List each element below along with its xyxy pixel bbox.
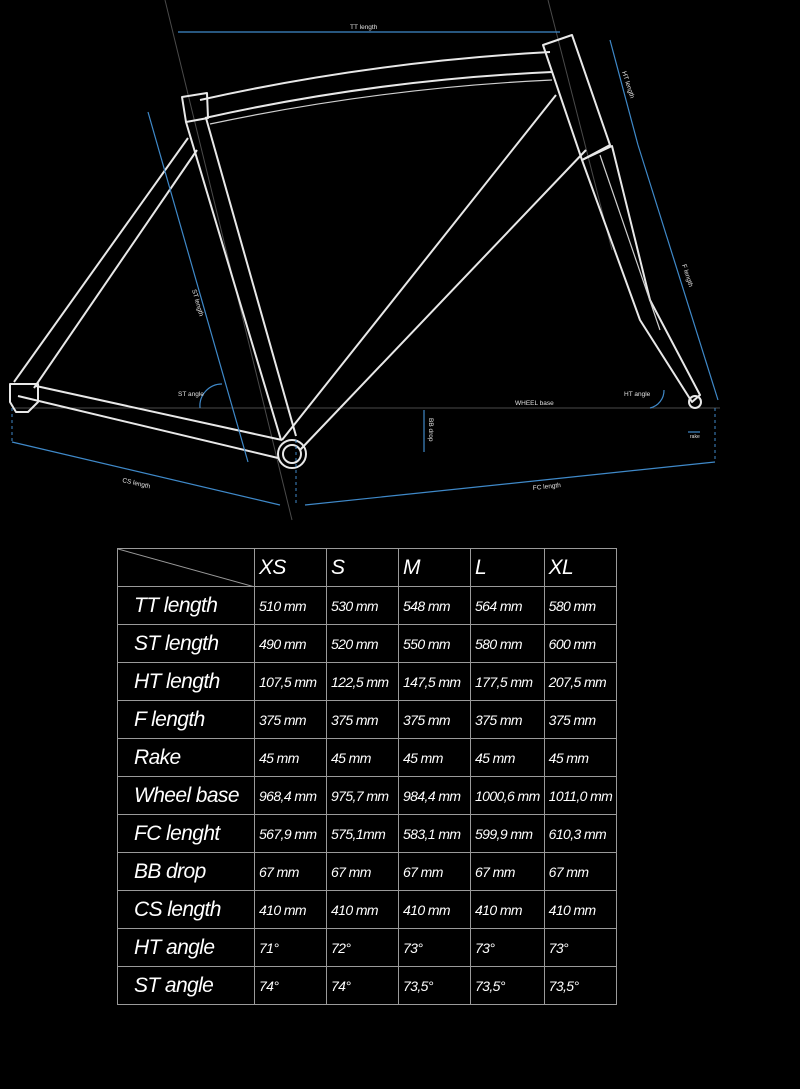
table-cell: 410 mm bbox=[399, 891, 471, 929]
table-cell: 67 mm bbox=[544, 853, 617, 891]
row-label: HT angle bbox=[118, 929, 255, 967]
geometry-table bbox=[117, 548, 617, 1005]
table-cell: 45 mm bbox=[399, 739, 471, 777]
bike-frame bbox=[10, 35, 701, 468]
table-cell: 975,7 mm bbox=[327, 777, 399, 815]
table-cell: 73,5° bbox=[544, 967, 617, 1005]
table-cell: 375 mm bbox=[471, 701, 545, 739]
table-row bbox=[118, 777, 617, 815]
table-cell: 67 mm bbox=[327, 853, 399, 891]
size-header-m: M bbox=[399, 549, 471, 587]
table-row bbox=[118, 663, 617, 701]
geometry-table-container bbox=[117, 548, 617, 1005]
table-cell: 550 mm bbox=[399, 625, 471, 663]
fc-length-label: FC length bbox=[532, 482, 562, 492]
table-cell: 410 mm bbox=[544, 891, 617, 929]
table-row bbox=[118, 853, 617, 891]
bb-drop-label: BB drop bbox=[427, 418, 434, 442]
table-cell: 73,5° bbox=[471, 967, 545, 1005]
table-cell: 490 mm bbox=[255, 625, 327, 663]
table-cell: 968,4 mm bbox=[255, 777, 327, 815]
wheel-base-label: WHEEL base bbox=[515, 400, 554, 407]
table-cell: 410 mm bbox=[255, 891, 327, 929]
row-label: Rake bbox=[118, 739, 255, 777]
table-cell: 567,9 mm bbox=[255, 815, 327, 853]
table-cell: 375 mm bbox=[544, 701, 617, 739]
table-cell: 122,5 mm bbox=[327, 663, 399, 701]
table-cell: 564 mm bbox=[471, 587, 545, 625]
row-label: F length bbox=[118, 701, 255, 739]
row-label: Wheel base bbox=[118, 777, 255, 815]
table-cell: 575,1mm bbox=[327, 815, 399, 853]
dimension-lines bbox=[12, 32, 718, 505]
table-cell: 520 mm bbox=[327, 625, 399, 663]
table-cell: 73° bbox=[544, 929, 617, 967]
table-cell: 599,9 mm bbox=[471, 815, 545, 853]
table-cell: 177,5 mm bbox=[471, 663, 545, 701]
table-cell: 375 mm bbox=[327, 701, 399, 739]
table-cell: 610,3 mm bbox=[544, 815, 617, 853]
row-label: HT length bbox=[118, 663, 255, 701]
table-cell: 73,5° bbox=[399, 967, 471, 1005]
size-header-xl: XL bbox=[544, 549, 617, 587]
table-cell: 410 mm bbox=[327, 891, 399, 929]
table-cell: 45 mm bbox=[255, 739, 327, 777]
size-header-s: S bbox=[327, 549, 399, 587]
table-cell: 74° bbox=[255, 967, 327, 1005]
table-cell: 72° bbox=[327, 929, 399, 967]
st-angle-label: ST angle bbox=[178, 391, 204, 398]
ht-angle-label: HT angle bbox=[624, 391, 651, 398]
table-cell: 580 mm bbox=[471, 625, 545, 663]
size-header-l: L bbox=[471, 549, 545, 587]
size-header-row bbox=[118, 549, 617, 587]
table-row bbox=[118, 967, 617, 1005]
table-cell: 1000,6 mm bbox=[471, 777, 545, 815]
table-cell: 600 mm bbox=[544, 625, 617, 663]
rake-label: rake bbox=[690, 434, 700, 440]
table-cell: 73° bbox=[471, 929, 545, 967]
table-cell: 67 mm bbox=[399, 853, 471, 891]
table-cell: 45 mm bbox=[471, 739, 545, 777]
table-cell: 74° bbox=[327, 967, 399, 1005]
seat-tube-axis-line bbox=[165, 0, 292, 520]
f-length-label: F length bbox=[680, 263, 695, 288]
st-length-label: ST length bbox=[190, 288, 205, 318]
table-row bbox=[118, 815, 617, 853]
table-row bbox=[118, 701, 617, 739]
table-cell: 580 mm bbox=[544, 587, 617, 625]
table-cell: 583,1 mm bbox=[399, 815, 471, 853]
table-cell: 107,5 mm bbox=[255, 663, 327, 701]
table-cell: 67 mm bbox=[255, 853, 327, 891]
row-label: TT length bbox=[118, 587, 255, 625]
table-row bbox=[118, 929, 617, 967]
row-label: FC lenght bbox=[118, 815, 255, 853]
table-cell: 375 mm bbox=[399, 701, 471, 739]
size-header-xs: XS bbox=[255, 549, 327, 587]
corner-cell bbox=[118, 549, 255, 587]
row-label: ST length bbox=[118, 625, 255, 663]
table-cell: 1011,0 mm bbox=[544, 777, 617, 815]
ht-length-label: HT length bbox=[620, 70, 636, 100]
table-row bbox=[118, 587, 617, 625]
table-cell: 67 mm bbox=[471, 853, 545, 891]
table-cell: 147,5 mm bbox=[399, 663, 471, 701]
table-cell: 984,4 mm bbox=[399, 777, 471, 815]
table-cell: 548 mm bbox=[399, 587, 471, 625]
table-cell: 375 mm bbox=[255, 701, 327, 739]
cs-length-label: CS length bbox=[121, 477, 151, 491]
table-cell: 45 mm bbox=[327, 739, 399, 777]
frame-geometry-diagram bbox=[0, 0, 800, 530]
table-cell: 410 mm bbox=[471, 891, 545, 929]
row-label: ST angle bbox=[118, 967, 255, 1005]
tt-length-label: TT length bbox=[350, 24, 378, 31]
table-cell: 73° bbox=[399, 929, 471, 967]
table-cell: 45 mm bbox=[544, 739, 617, 777]
row-label: BB drop bbox=[118, 853, 255, 891]
table-row bbox=[118, 891, 617, 929]
table-cell: 71° bbox=[255, 929, 327, 967]
table-row bbox=[118, 625, 617, 663]
table-cell: 510 mm bbox=[255, 587, 327, 625]
table-cell: 207,5 mm bbox=[544, 663, 617, 701]
table-row bbox=[118, 739, 617, 777]
table-cell: 530 mm bbox=[327, 587, 399, 625]
row-label: CS length bbox=[118, 891, 255, 929]
